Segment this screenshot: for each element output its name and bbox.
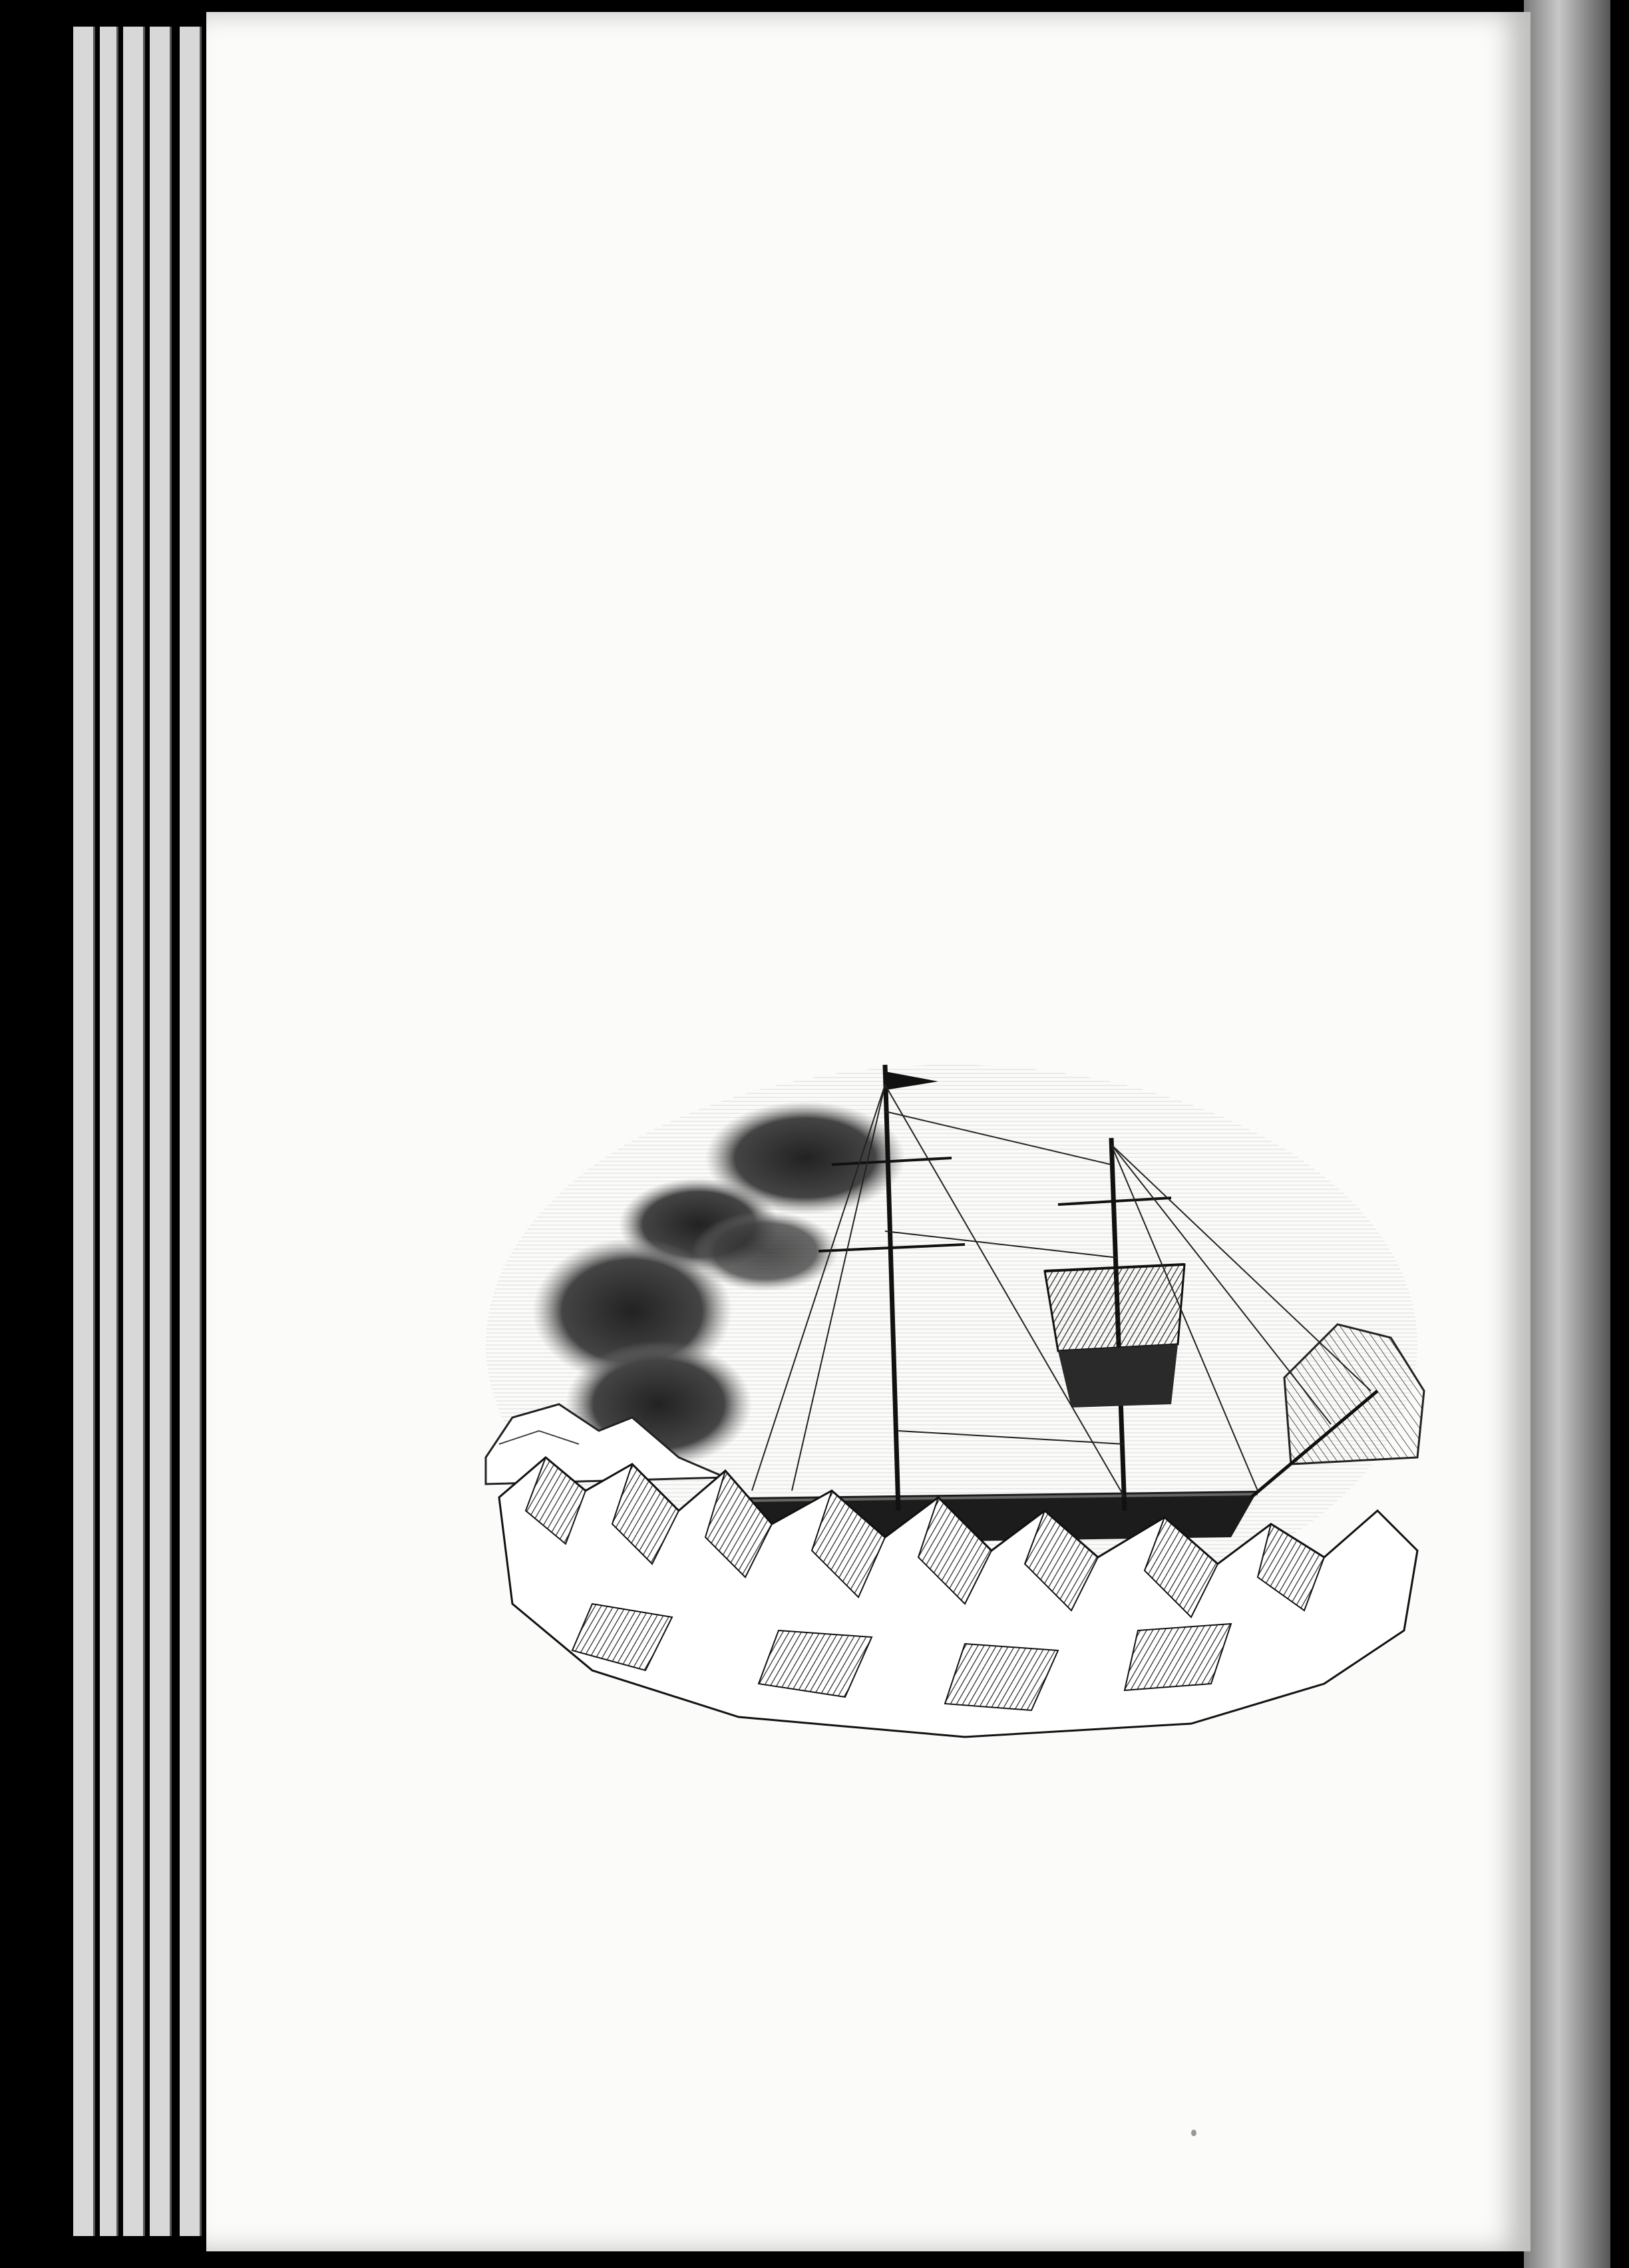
- page-stack-edges: [73, 27, 226, 2236]
- print-speck: [1191, 2130, 1196, 2136]
- page-gutter-shadow: [1524, 0, 1610, 2268]
- engraving-ship-among-hummocks: [459, 1032, 1444, 1750]
